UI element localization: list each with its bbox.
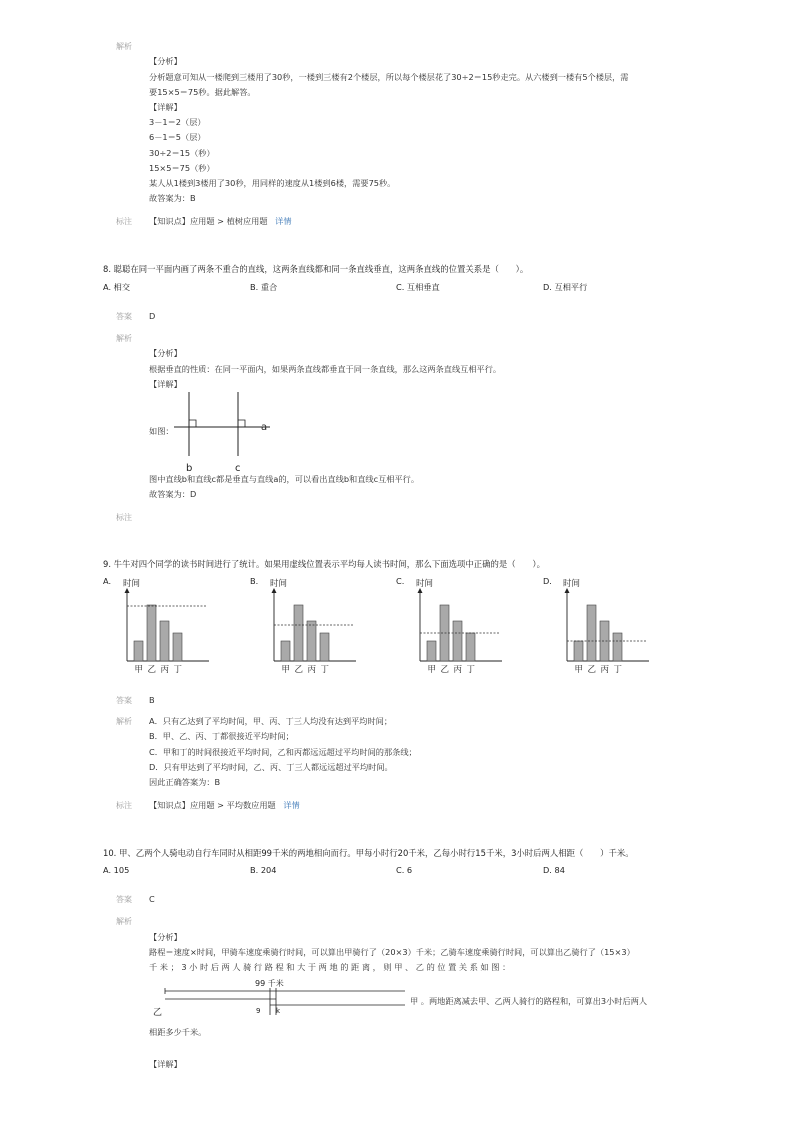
conclusion: 某人从1楼到3楼用了30秒，用同样的速度从1楼到6楼，需要75秒。 — [149, 178, 396, 188]
note-label: 标注 — [116, 513, 132, 522]
explanation-d: D．只有甲达到了平均时间，乙、丙、丁三人都远远超过平均时间。 — [149, 762, 393, 772]
analysis-head: 【分析】 — [149, 56, 182, 66]
analysis-label: 解析 — [116, 717, 132, 726]
answer-value: B — [149, 695, 155, 705]
note-label: 标注 — [116, 801, 132, 810]
bar-甲 — [281, 641, 290, 661]
option-a[interactable]: A. 相交 — [103, 282, 131, 292]
label-yi: 乙 — [153, 1008, 163, 1018]
option-b[interactable]: B. 204 — [250, 865, 277, 875]
option-c[interactable]: C. 6 — [396, 865, 413, 875]
analysis-head: 【分析】 — [149, 348, 182, 358]
knowledge-point — [149, 216, 292, 227]
bar-丁 — [173, 633, 182, 661]
detail-link[interactable]: 详情 — [283, 800, 300, 810]
option-d-letter[interactable]: D. — [543, 576, 552, 586]
analysis-label: 解析 — [116, 334, 132, 343]
y-axis-label: 时间 — [416, 579, 434, 589]
knowledge-point — [149, 800, 300, 811]
category-label: 甲 — [427, 665, 437, 675]
category-label: 丁 — [173, 665, 183, 675]
category-label: 丙 — [160, 665, 170, 675]
explanation-b: B．甲、乙、丙、丁都很接近平均时间； — [149, 731, 294, 741]
question-8: 8. 聪聪在同一平面内画了两条不重合的直线，这两条直线都和同一条直线垂直，这两条直线的位置关系是（ ）。 — [103, 264, 529, 274]
option-b-letter[interactable]: B. — [250, 576, 259, 586]
category-label: 丁 — [466, 665, 476, 675]
option-a-letter[interactable]: A. — [103, 576, 112, 586]
y-axis-label: 时间 — [563, 579, 581, 589]
explanation: 图中直线b和直线c都是垂直与直线a的，可以看出直线b和直线c互相平行。 — [149, 474, 420, 484]
explanation-c: C．甲和丁的时间很接近平均时间，乙和丙都远远超过平均时间的那条线； — [149, 747, 417, 757]
calc-step: 6－1＝5（层） — [149, 132, 206, 142]
bar-甲 — [574, 641, 583, 661]
chart-option-b — [262, 574, 362, 676]
bar-丙 — [160, 621, 169, 661]
bar-丙 — [453, 621, 462, 661]
answer-value: D — [149, 311, 156, 321]
bar-丙 — [307, 621, 316, 661]
analysis-text: 相距多少千米。 — [149, 1027, 207, 1037]
knowledge-point-text: 【知识点】应用题 > 植树应用题 — [149, 216, 268, 226]
answer-label: 答案 — [116, 895, 132, 904]
calc-step: 15×5＝75（秒） — [149, 163, 215, 173]
analysis-text: 分析题意可知从一楼爬到三楼用了30秒，一楼到三楼有2个楼层，所以每个楼层花了30÷2＝15秒走完。从六楼到一楼有5个楼层，需 — [149, 72, 629, 82]
bar-丁 — [613, 633, 622, 661]
answer-label: 答案 — [116, 312, 132, 321]
analysis-text: 根据垂直的性质：在同一平面内，如果两条直线都垂直于同一条直线，那么这两条直线互相平行。 — [149, 364, 502, 374]
calc-step: 30÷2＝15（秒） — [149, 148, 215, 158]
category-label: 丁 — [320, 665, 330, 675]
bar-丁 — [320, 633, 329, 661]
option-d[interactable]: D. 84 — [543, 865, 565, 875]
detail-link[interactable]: 详情 — [275, 216, 292, 226]
chart-option-c — [408, 574, 508, 676]
question-9: 9. 牛牛对四个同学的读书时间进行了统计。如果用虚线位置表示平均每人读书时间，那么下面选项中正确的是（ ）。 — [103, 559, 545, 569]
category-label: 丙 — [453, 665, 463, 675]
category-label: 乙 — [440, 665, 450, 675]
category-label: 丁 — [613, 665, 623, 675]
label-b: b — [186, 463, 193, 474]
option-d[interactable]: D. 互相平行 — [543, 282, 588, 292]
bar-甲 — [427, 641, 436, 661]
answer-value: C — [149, 894, 155, 904]
distance-diagram — [150, 975, 410, 1021]
answer-label: 答案 — [116, 696, 132, 705]
small-label: k — [276, 1007, 281, 1015]
category-label: 丙 — [600, 665, 610, 675]
category-label: 乙 — [147, 665, 157, 675]
category-label: 乙 — [294, 665, 304, 675]
analysis-label: 解析 — [116, 917, 132, 926]
option-b[interactable]: B. 重合 — [250, 282, 278, 292]
distance-label: 99 千米 — [255, 979, 284, 988]
analysis-text: 要15×5＝75秒。据此解答。 — [149, 87, 256, 97]
chart-option-a — [115, 574, 215, 676]
bar-丙 — [600, 621, 609, 661]
note-label: 标注 — [116, 217, 132, 226]
question-10: 10. 甲、乙两个人骑电动自行车同时从相距99千米的两地相向而行。甲每小时行20千米，乙每小时行15千米，3小时后两人相距（ ）千米。 — [103, 848, 634, 858]
label-a: a — [261, 422, 268, 433]
bar-乙 — [147, 605, 156, 661]
analysis-text: 千 米 ； 3 小 时 后 两 人 骑 行 路 程 和 大 于 两 地 的 距 离 ， 则 甲 、 乙 的 位 置 关 系 如 图 ： — [149, 962, 511, 972]
small-label: 9 — [256, 1007, 261, 1015]
analysis-text: 路程＝速度×时间，甲骑车速度乘骑行时间，可以算出甲骑行了（20×3）千米；乙骑车速度乘骑行时间，可以算出乙骑行了（15×3） — [149, 947, 635, 957]
analysis-label: 解析 — [116, 42, 132, 51]
category-label: 乙 — [587, 665, 597, 675]
explanation-a: A．只有乙达到了平均时间，甲、丙、丁三人均没有达到平均时间； — [149, 716, 393, 726]
bar-乙 — [587, 605, 596, 661]
y-axis-label: 时间 — [123, 579, 141, 589]
chart-option-d — [555, 574, 655, 676]
detail-head: 【详解】 — [149, 1059, 182, 1069]
option-c[interactable]: C. 互相垂直 — [396, 282, 440, 292]
right-angle-mark — [189, 420, 196, 427]
final-answer: 故答案为：D — [149, 489, 197, 499]
perpendicular-figure — [170, 390, 280, 475]
figure-label: 如图： — [149, 426, 174, 436]
y-axis-label: 时间 — [270, 579, 288, 589]
final-answer: 因此正确答案为：B — [149, 777, 221, 787]
knowledge-point-text: 【知识点】应用题 > 平均数应用题 — [149, 800, 276, 810]
category-label: 甲 — [574, 665, 584, 675]
bar-乙 — [294, 605, 303, 661]
calc-step: 3－1＝2（层） — [149, 117, 206, 127]
category-label: 丙 — [307, 665, 317, 675]
detail-head: 【详解】 — [149, 102, 182, 112]
analysis-text: 甲 。两地距离减去甲、乙两人骑行的路程和，可算出3小时后两人 — [410, 996, 648, 1006]
detail-head: 【详解】 — [149, 379, 182, 389]
label-c: c — [235, 463, 241, 474]
bar-甲 — [134, 641, 143, 661]
category-label: 甲 — [134, 665, 144, 675]
right-angle-mark — [238, 420, 245, 427]
category-label: 甲 — [281, 665, 291, 675]
option-a[interactable]: A. 105 — [103, 865, 130, 875]
analysis-head: 【分析】 — [149, 932, 182, 942]
option-c-letter[interactable]: C. — [396, 576, 405, 586]
bar-丁 — [466, 633, 475, 661]
final-answer: 故答案为：B — [149, 193, 196, 203]
